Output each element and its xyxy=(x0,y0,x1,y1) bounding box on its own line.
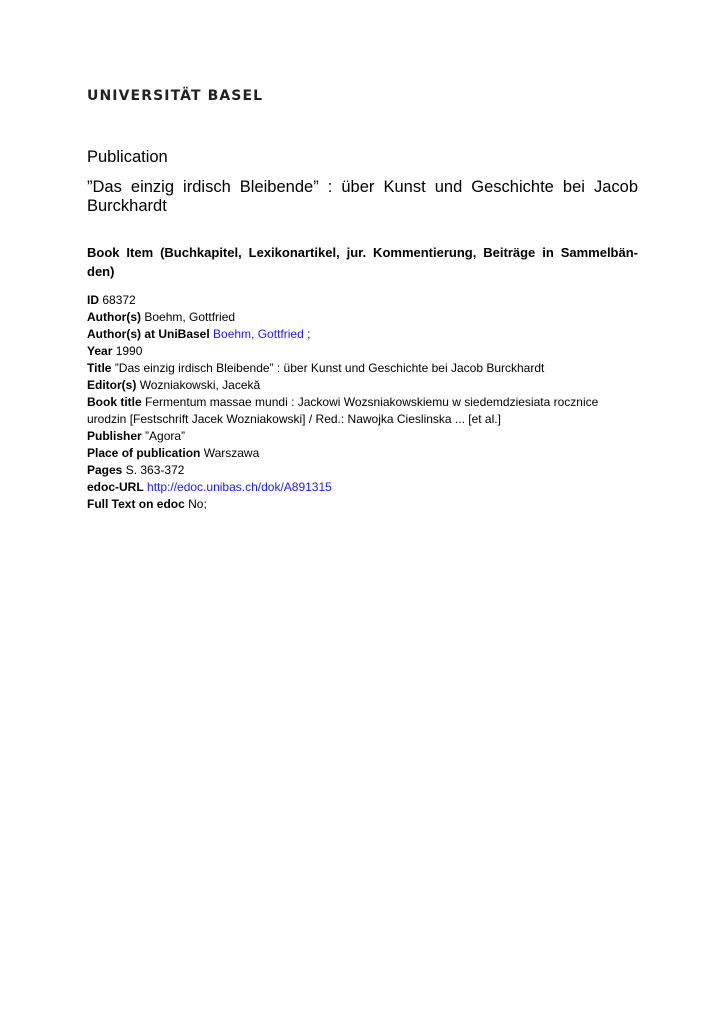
field-label: Pages xyxy=(87,463,123,477)
field-label: Full Text on edoc xyxy=(87,497,185,511)
field-id xyxy=(87,292,638,309)
field-label: ID xyxy=(87,293,99,307)
field-full-text xyxy=(87,496,638,513)
field-value: ”Agora” xyxy=(145,429,186,443)
field-authors-unibasel xyxy=(87,326,638,343)
field-value: S. 363-372 xyxy=(125,463,185,477)
field-value: 68372 xyxy=(102,293,136,307)
field-value: Wozniakowski, Jacekă xyxy=(139,378,261,392)
publication-title: ”Das einzig irdisch Bleibende” : über Kunst und Geschichte bei Jacob Burckhardt xyxy=(87,178,638,215)
field-label: Author(s) at UniBasel xyxy=(87,327,210,341)
author-link[interactable]: Boehm, Gottfried xyxy=(213,327,304,341)
field-value: No; xyxy=(188,497,207,511)
field-label: Author(s) xyxy=(87,310,141,324)
field-edoc-url xyxy=(87,479,638,496)
field-editors xyxy=(87,377,638,394)
edoc-link[interactable]: http://edoc.unibas.ch/dok/A891315 xyxy=(147,480,332,494)
field-value: 1990 xyxy=(115,344,143,358)
field-suffix: ; xyxy=(303,327,311,341)
field-book-title xyxy=(87,394,638,428)
field-authors xyxy=(87,309,638,326)
field-label: Editor(s) xyxy=(87,378,137,392)
document-body xyxy=(87,146,638,513)
field-label: Place of publication xyxy=(87,446,201,460)
field-label: edoc-URL xyxy=(87,480,144,494)
metadata-fields xyxy=(87,292,638,513)
field-publisher xyxy=(87,428,638,445)
field-label: Book title xyxy=(87,395,142,409)
field-value: Boehm, Gottfried xyxy=(144,310,236,324)
field-value: Fermentum massae mundi : Jackowi Wozsniakowskiemu w siedemdziesiata rocznice urodzin [Festschrift Jacek Wozniakowski] / Red.: Nawojka Cieslinska ... [et al.] xyxy=(87,395,599,426)
section-label: Publication xyxy=(87,148,168,166)
field-title xyxy=(87,360,638,377)
field-label: Publisher xyxy=(87,429,142,443)
field-place xyxy=(87,445,638,462)
field-label: Title xyxy=(87,361,112,375)
item-type-heading: Book Item (Buchkapitel, Lexikonartikel, jur. Kommentierung, Beiträge in Sammelbän-den) xyxy=(87,245,638,279)
university-logo: UNIVERSITÄT BASEL xyxy=(87,88,264,104)
field-year xyxy=(87,343,638,360)
field-pages xyxy=(87,462,638,479)
field-label: Year xyxy=(87,344,113,358)
field-value: ”Das einzig irdisch Bleibende” : über Kunst und Geschichte bei Jacob Burckhardt xyxy=(114,361,545,375)
field-value: Warszawa xyxy=(203,446,260,460)
